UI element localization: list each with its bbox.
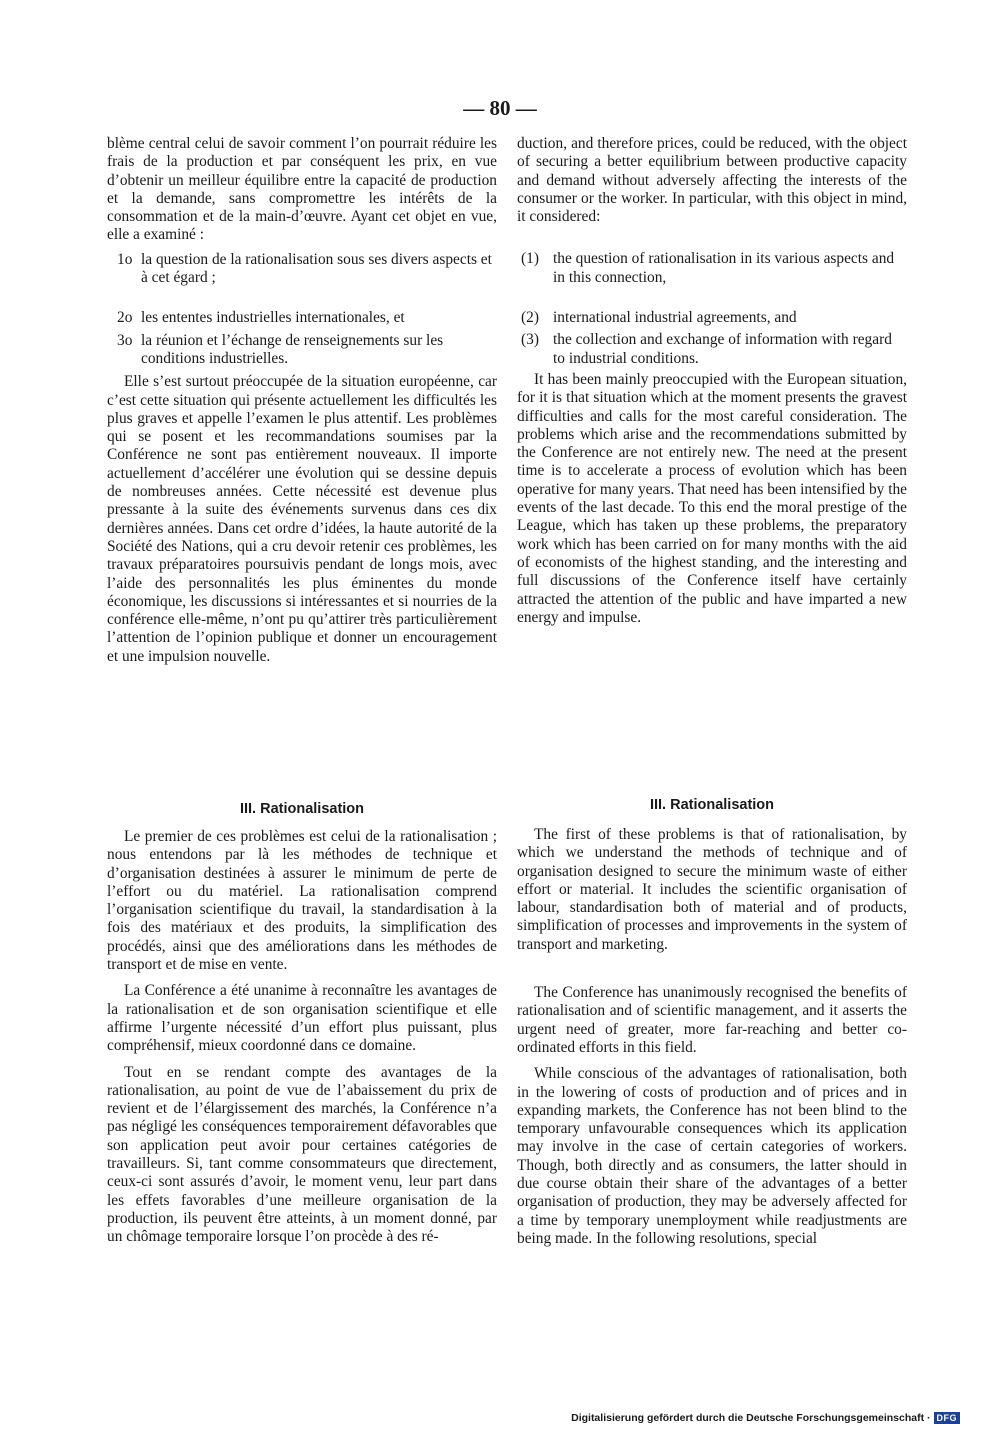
item-number: (1) bbox=[521, 250, 539, 268]
top-french-column bbox=[107, 135, 497, 666]
english-item-1 bbox=[517, 250, 907, 287]
item-number: 2o bbox=[117, 309, 133, 327]
french-intro: blème central celui de savoir comment l’on pourrait réduire les frais de la production et par conséquent les prix, en vue d’obtenir un meilleur équilibre entre la capacité de production et la demande, sans compromettre les intérêts de la consommation et de la main-d’œuvre. Ayant cet objet en vue, elle a examiné : bbox=[107, 135, 497, 244]
digitization-footer bbox=[571, 1412, 960, 1424]
item-text: la question de la rationalisation sous ses divers aspects et à cet égard ; bbox=[141, 250, 492, 287]
footer-text: Digitalisierung gefördert durch die Deutsche Forschungsgemeinschaft · bbox=[571, 1412, 931, 1424]
french-section-para-1: Le premier de ces problèmes est celui de la rationalisation ; nous entendons par là les méthodes de technique et d’organisation destinées à assurer le minimum de perte de l’effort ou du matériel. La rationalisation comprend l’organisation scientifique du travail, la standardisation à la fois des matériaux et des produits, la simplification des procédés, ainsi que des améliorations dans les méthodes de transport et de mise en vente. bbox=[107, 828, 497, 974]
item-text: les ententes industrielles internationales, et bbox=[141, 309, 405, 327]
french-section-para-2: La Conférence a été unanime à reconnaître les avantages de la rationalisation et de son organisation scientifique et elle affirme l’urgente nécessité d’un effort plus puissant, plus compréhensif, mieux coordonné dans ce domaine. bbox=[107, 982, 497, 1055]
english-section-para-2: The Conference has unanimously recognised the benefits of rationalisation and of scientific management, and it asserts the urgent need of greater, more far-reaching and better co-ordinated efforts in this field. bbox=[517, 984, 907, 1056]
french-item-3 bbox=[107, 332, 497, 369]
item-text: the question of rationalisation in its various aspects and in this connection, bbox=[553, 250, 895, 286]
english-section-para-3: While conscious of the advantages of rationalisation, both in the lowering of costs of production and of prices and in expanding markets, the Conference has not been blind to the temporary unfavourable consequences which its application may involve in the case of certain categories of workers. Though, both directly and as consumers, the latter should in due course obtain their share of the advantages of a better organisation of production, they may be adversely affected for a time by temporary unemployment while readjustments are being made. In the following resolutions, special bbox=[517, 1065, 907, 1247]
item-number: (2) bbox=[521, 309, 539, 327]
french-paragraph: Elle s’est surtout préoccupée de la situation européenne, car c’est cette situation qui présente actuellement les difficultés les plus graves et appelle l’examen le plus attentif. Les problèmes qui se posent et les recommandations soumises par la Conférence ne sont pas entièrement nouveaux. Il importe actuellement d’accélérer une évolution qui se dessine depuis de nombreuses années. Cette nécessité est devenue plus pressante à la suite des événements survenus dans ces dix dernières années. Dans cet ordre d’idées, la haute autorité de la Société des Nations, qui a cru devoir retenir ces problèmes, les travaux préparatoires poursuivis pendant de longs mois, avec l’aide des personnalités les plus éminentes du monde économique, les discussions si intéressantes et si nourries de la conférence elle-même, n’ont pu qu’attirer très particulièrement l’attention de l’opinion publique et donner un encouragement et une impulsion nouvelle. bbox=[107, 373, 497, 665]
bottom-french-column bbox=[107, 828, 497, 1247]
english-intro: duction, and therefore prices, could be reduced, with the object of securing a better equilibrium between productive capacity and demand without adversely affecting the interests of the consumer or the worker. In particular, with this object in mind, it considered: bbox=[517, 135, 907, 226]
top-english-column bbox=[517, 135, 907, 627]
page-number: — 80 — bbox=[463, 96, 537, 120]
dfg-logo: DFG bbox=[934, 1412, 961, 1424]
item-number: 1o bbox=[117, 250, 133, 268]
english-paragraph: It has been mainly preoccupied with the European situation, for it is that situation which at the moment presents the gravest difficulties and calls for the most careful consideration. The problems which arise and the recommendations submitted by the Conference are not entirely new. The need at the present time is to accelerate a process of evolution which has been operative for many years. That need has been intensified by the events of the last decade. To this end the moral prestige of the League, which has taken up these problems, the preparatory work which has been carried on for many months with the aid of economists of the highest standing, and the interesting and full discussions of the Conference itself have certainly attracted the attention of the public and have imparted a new energy and impulse. bbox=[517, 370, 907, 626]
item-number: 3o bbox=[117, 331, 133, 349]
english-section-heading: III. Rationalisation bbox=[649, 797, 775, 813]
french-item-1 bbox=[107, 251, 497, 288]
english-section-para-1: The first of these problems is that of rationalisation, by which we understand the methods of technique and of organisation designed to secure the minimum waste of either effort or material. It includes the scientific organisation of labour, standardisation both of material and of products, simplification of processes and improvements in the system of transport and marketing. bbox=[517, 826, 907, 953]
item-text: la réunion et l’échange de renseignements sur les conditions industrielles. bbox=[141, 331, 444, 367]
french-section-heading: III. Rationalisation bbox=[239, 801, 365, 817]
french-item-2 bbox=[107, 309, 497, 327]
bottom-english-column bbox=[517, 826, 907, 1248]
french-section-para-3: Tout en se rendant compte des avantages de la rationalisation, au point de vue de l’abaissement du prix de revient et de l’élargissement des marchés, la Conférence n’a pas négligé les conséquences temporairement défavorables que son application peut avoir pour certaines catégories de travailleurs. Si, tant comme consommateurs que directement, ceux-ci sont assurés d’avoir, le moment venu, leur part dans les effets favorables d’une meilleure organisation de la production, ils peuvent être atteints, à un moment donné, par un chômage temporaire lorsque l’on procède à des ré- bbox=[107, 1063, 497, 1246]
item-number: (3) bbox=[521, 331, 539, 349]
item-text: the collection and exchange of information with regard to industrial conditions. bbox=[553, 331, 892, 367]
english-item-2 bbox=[517, 309, 907, 327]
item-text: international industrial agreements, and bbox=[553, 309, 797, 327]
english-item-3 bbox=[517, 331, 907, 368]
